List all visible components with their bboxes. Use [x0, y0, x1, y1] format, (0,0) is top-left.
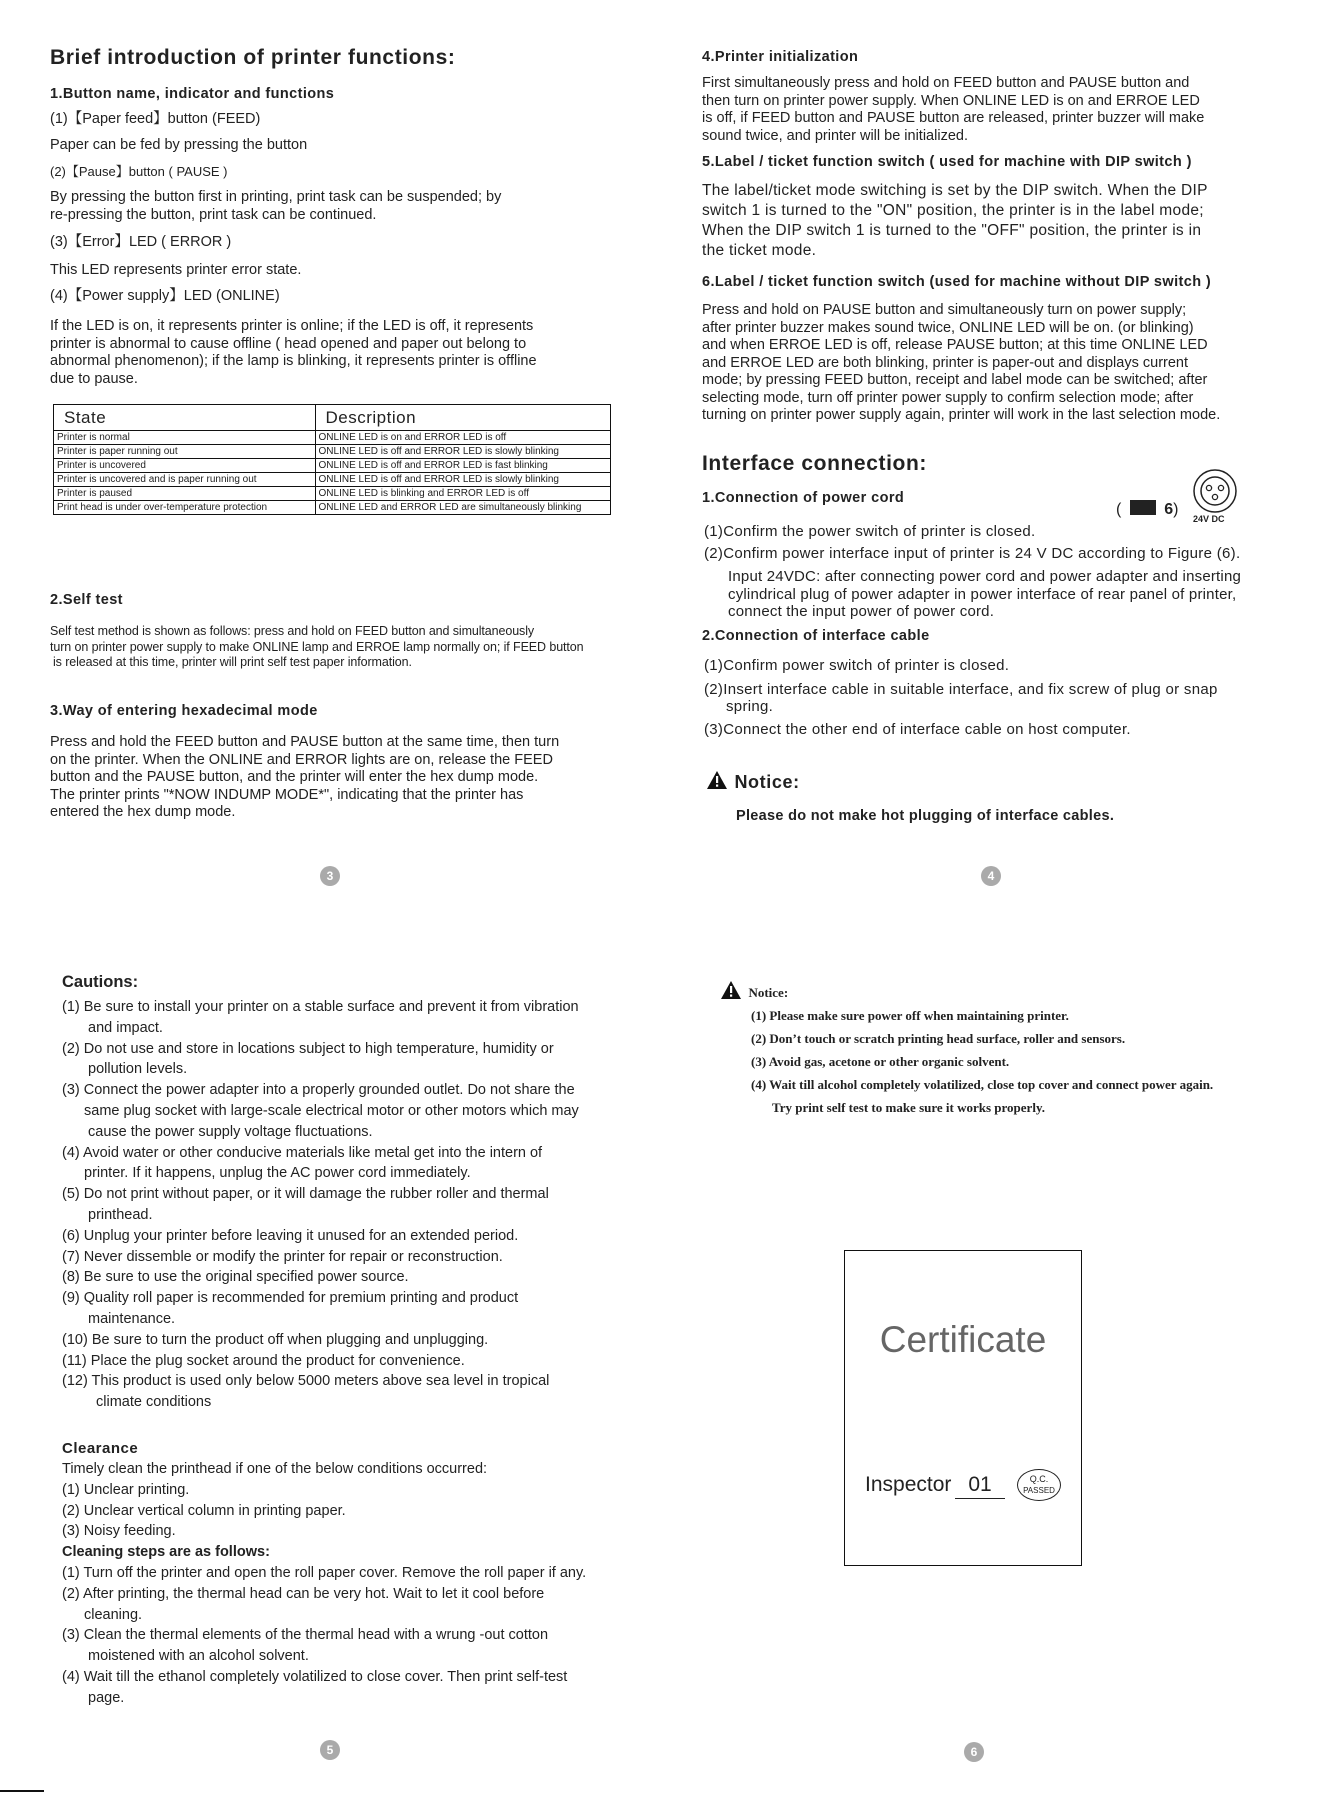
list-item: (3) Clean the thermal elements of the thermal head with a wrung -out cotton: [62, 1627, 549, 1644]
list-item: Timely clean the printhead if one of the below conditions occurred:: [62, 1461, 488, 1477]
page-number-6: 6: [964, 1742, 984, 1762]
list-item: (10) Be sure to turn the product off when plugging and unplugging.: [62, 1331, 489, 1348]
section-heading-self-test: 2.Self test: [50, 592, 123, 608]
maintenance-notice-heading: Notice:: [720, 980, 788, 1002]
list-item: (2) Do not use and store in locations subject to high temperature, humidity or: [62, 1040, 554, 1057]
list-item: moistened with an alcohol solvent.: [88, 1648, 309, 1665]
certificate-card: [844, 1250, 1082, 1566]
list-item: (2) Don’t touch or scratch printing head surface, roller and sensors.: [751, 1031, 1126, 1046]
list-item: Try print self test to make sure it works properly.: [772, 1100, 1045, 1115]
maintenance-notice-list: [751, 1004, 1213, 1119]
list-item: (3) Avoid gas, acetone or other organic solvent.: [751, 1054, 1010, 1069]
table-cell: Printer is paused: [54, 487, 316, 501]
page-number-5: 5: [320, 1740, 340, 1760]
page-number-4: 4: [981, 866, 1001, 886]
cautions-title: Cautions:: [62, 973, 139, 991]
figure-icon: [1130, 500, 1156, 515]
label-ticket-dip-text: The label/ticket mode switching is set by the DIP switch. When the DIP switch 1 is turned to the "ON" position, the printer is in the label mode; When the DIP switch 1 is turned to the "OFF" position, the printer is in the ticket mode.: [702, 182, 1208, 259]
label-ticket-no-dip-text: Press and hold on PAUSE button and simultaneously turn on power supply; after printer buzzer makes sound twice, ONLINE LED will be on. (or blinking) and when ERROE LED is off, release PAUSE button; at this time ONLINE LED and ERROE LED are both blinking, printer is paper-out and displays current mode; by pressing FEED button, receipt and label mode can be switched; after selecting mode, turn off printer power supply to confirm selection mode; after turning on printer power supply again, printer will work in the last selection mode.: [702, 302, 1221, 423]
list-item: and impact.: [88, 1019, 163, 1036]
list-item: (3) Connect the power adapter into a properly grounded outlet. Do not share the: [62, 1082, 575, 1099]
list-item: (7) Never dissemble or modify the printer for repair or reconstruction.: [62, 1248, 503, 1265]
list-item: page.: [88, 1689, 125, 1706]
table-cell: ONLINE LED is off and ERROR LED is fast blinking: [315, 459, 610, 473]
list-item: (2) After printing, the thermal head can be very hot. Wait to let it cool before: [62, 1585, 545, 1602]
table-cell: ONLINE LED is off and ERROR LED is slowly blinking: [315, 473, 610, 487]
section-heading-hex-mode: 3.Way of entering hexadecimal mode: [50, 703, 318, 719]
table-cell: ONLINE LED is off and ERROR LED is slowly blinking: [315, 445, 610, 459]
state-table: [53, 404, 611, 515]
item-pause-label: (2)【Pause】button ( PAUSE ): [50, 164, 228, 179]
section-heading-label-ticket-dip: 5.Label / ticket function switch ( used for machine with DIP switch ): [702, 154, 1192, 170]
table-row: [54, 473, 611, 487]
clearance-title: Clearance: [62, 1440, 139, 1457]
initialization-text: First simultaneously press and hold on FEED button and PAUSE button and then turn on printer power supply. When ONLINE LED is on and ERROE LED is off, if FEED button and PAUSE button are released, printer buzzer will make sound twice, and printer will be initialized.: [702, 75, 1205, 144]
table-cell: Printer is normal: [54, 431, 316, 445]
page-title: Brief introduction of printer functions:: [50, 46, 456, 69]
notice-text: Please do not make hot plugging of interface cables.: [736, 808, 1115, 824]
section-heading-initialization: 4.Printer initialization: [702, 49, 859, 65]
divider: [0, 1790, 44, 1792]
clearance-list: [62, 1459, 586, 1709]
list-item: (1) Please make sure power off when maintaining printer.: [751, 1008, 1069, 1023]
list-item: pollution levels.: [88, 1061, 188, 1078]
inspector-value: 01: [955, 1473, 1005, 1499]
table-cell: Printer is uncovered and is paper running out: [54, 473, 316, 487]
power-cord-steps: (1)Confirm the power switch of printer is closed. (2)Confirm power interface input of printer is 24 V DC according to Figure (6).: [704, 523, 1241, 562]
table-cell: Printer is paper running out: [54, 445, 316, 459]
section-heading-power-cord: 1.Connection of power cord: [702, 490, 905, 506]
table-row: [54, 431, 611, 445]
list-item: cleaning.: [84, 1606, 143, 1623]
item-error-label: (3)【Error】LED ( ERROR ): [50, 234, 232, 250]
list-item: printhead.: [88, 1206, 153, 1223]
table-cell: Printer is uncovered: [54, 459, 316, 473]
list-item: (4) Avoid water or other conducive materials like metal get into the intern of: [62, 1144, 543, 1161]
inspector-label: Inspector: [865, 1473, 952, 1496]
warning-icon: [720, 980, 742, 1000]
table-header-description: Description: [315, 405, 610, 431]
table-cell: ONLINE LED is on and ERROR LED is off: [315, 431, 610, 445]
section-heading-label-ticket-no-dip: 6.Label / ticket function switch (used for machine without DIP switch ): [702, 274, 1212, 290]
table-cell: Print head is under over-temperature protection: [54, 501, 316, 515]
list-item: (4) Wait till alcohol completely volatilized, close top cover and connect power again.: [751, 1077, 1214, 1092]
list-item: (1) Unclear printing.: [62, 1481, 190, 1498]
list-item: (6) Unplug your printer before leaving it unused for an extended period.: [62, 1227, 519, 1244]
item-paper-feed-text: Paper can be fed by pressing the button: [50, 137, 308, 153]
table-row: [54, 459, 611, 473]
item-error-text: This LED represents printer error state.: [50, 262, 302, 278]
section-heading-buttons: 1.Button name, indicator and functions: [50, 86, 335, 102]
list-item: printer. If it happens, unplug the AC power cord immediately.: [84, 1165, 471, 1182]
table-row: [54, 445, 611, 459]
list-item: (2) Unclear vertical column in printing paper.: [62, 1502, 346, 1519]
list-item: same plug socket with large-scale electrical motor or other motors which may: [84, 1102, 579, 1119]
list-item: maintenance.: [88, 1310, 176, 1327]
interface-cable-steps: (1)Confirm power switch of printer is closed. (2)Insert interface cable in suitable interface, and fix screw of plug or snap spring. (3)Connect the other end of interface cable on host computer.: [704, 657, 1218, 738]
cautions-list: [62, 997, 579, 1413]
item-pause-text: By pressing the button first in printing, print task can be suspended; by re-pressing the button, print task can be continued.: [50, 189, 502, 223]
dc-connector-icon: [1192, 468, 1238, 519]
figure-6-label: ( 6): [1116, 501, 1179, 518]
list-item: (8) Be sure to use the original specified power source.: [62, 1269, 409, 1286]
list-item: cause the power supply voltage fluctuations.: [88, 1123, 373, 1140]
qc-passed-stamp: Q.C. PASSED: [1017, 1469, 1061, 1501]
item-power-label: (4)【Power supply】LED (ONLINE): [50, 288, 280, 304]
item-paper-feed-label: (1)【Paper feed】button (FEED): [50, 111, 261, 127]
table-row: [54, 487, 611, 501]
table-row: [54, 501, 611, 515]
cleaning-steps-title: Cleaning steps are as follows:: [62, 1544, 270, 1561]
list-item: (3) Noisy feeding.: [62, 1523, 176, 1540]
list-item: (12) This product is used only below 5000 meters above sea level in tropical: [62, 1373, 550, 1390]
certificate-title: Certificate: [879, 1319, 1047, 1360]
page-number-3: 3: [320, 866, 340, 886]
dc-connector-label: 24V DC: [1193, 514, 1225, 524]
list-item: (4) Wait till the ethanol completely volatilized to close cover. Then print self-test: [62, 1668, 568, 1685]
warning-icon: [706, 770, 728, 790]
table-header-state: State: [54, 405, 316, 431]
section-heading-interface-cable: 2.Connection of interface cable: [702, 628, 930, 644]
notice-heading: Notice:: [706, 770, 800, 793]
list-item: (1) Be sure to install your printer on a stable surface and prevent it from vibration: [62, 999, 579, 1015]
table-cell: ONLINE LED and ERROR LED are simultaneously blinking: [315, 501, 610, 515]
list-item: (9) Quality roll paper is recommended for premium printing and product: [62, 1290, 519, 1307]
hex-mode-text: Press and hold the FEED button and PAUSE button at the same time, then turn on the printer. When the ONLINE and ERROR lights are on, release the FEED button and the PAUSE button, and the printer will enter the hex dump mode. The printer prints "*NOW INDUMP MODE*", indicating that the printer has entered the hex dump mode.: [50, 734, 560, 820]
table-cell: ONLINE LED is blinking and ERROR LED is off: [315, 487, 610, 501]
interface-connection-title: Interface connection:: [702, 452, 927, 475]
item-power-text: If the LED is on, it represents printer is online; if the LED is off, it represents printer is abnormal to cause offline ( head opened and paper out belong to abnormal phenomenon); if the lamp is blinking, it represents printer is offline due to pause.: [50, 318, 537, 387]
list-item: (11) Place the plug socket around the product for convenience.: [62, 1352, 465, 1369]
power-cord-input-text: Input 24VDC: after connecting power cord and power adapter and inserting cylindrical plug of power adapter in power interface of rear panel of printer, connect the input power of power cord.: [728, 568, 1242, 620]
list-item: (1) Turn off the printer and open the roll paper cover. Remove the roll paper if any.: [62, 1564, 587, 1581]
list-item: climate conditions: [96, 1394, 212, 1411]
list-item: (5) Do not print without paper, or it will damage the rubber roller and thermal: [62, 1186, 549, 1203]
self-test-text: Self test method is shown as follows: press and hold on FEED button and simultaneously turn on printer power supply to make ONLINE lamp and ERROE lamp normally on; if FEED button is released at this time, printer will print self test paper information.: [50, 624, 584, 669]
